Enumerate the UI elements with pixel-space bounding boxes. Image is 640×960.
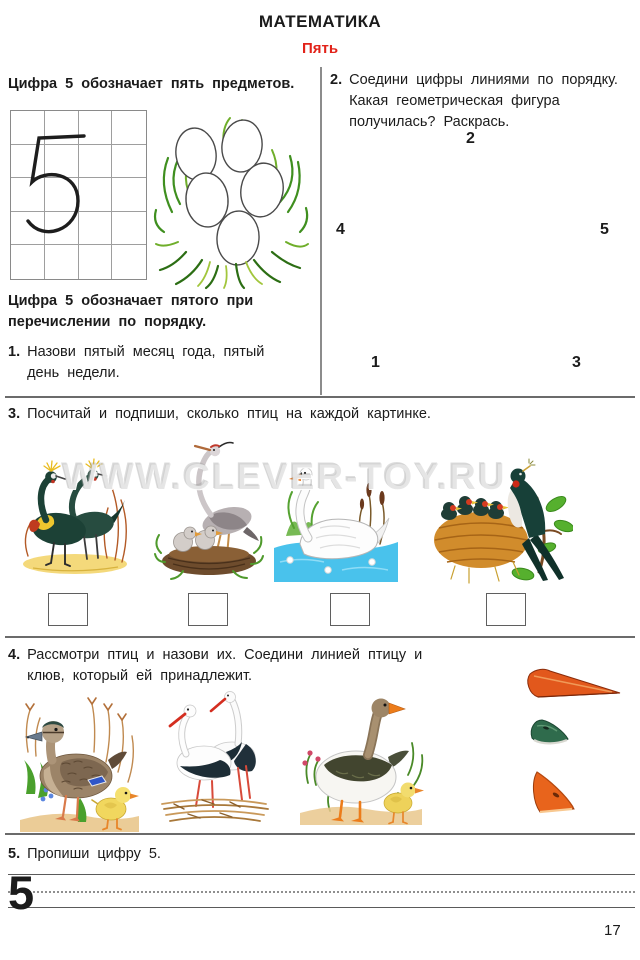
task-5-number: 5. xyxy=(8,846,21,862)
pentagon-point-5: 5 xyxy=(600,221,609,238)
writing-line-top xyxy=(8,874,635,875)
trace-sample-five: 5 xyxy=(8,866,35,919)
page-number: 17 xyxy=(604,922,621,939)
task-3-text: Посчитай и подпиши, сколько птиц на каждой картинке. xyxy=(27,406,431,422)
answer-box-4[interactable] xyxy=(486,593,526,626)
task-3-number: 3. xyxy=(8,406,21,422)
task-1-text: Назови пятый месяц года, пятый день недели. xyxy=(27,344,265,382)
goose-beak-image xyxy=(525,768,580,816)
goose-with-gosling-image xyxy=(296,679,426,829)
answer-box-2[interactable] xyxy=(188,593,228,626)
duck-with-duckling-image xyxy=(16,692,143,834)
task-1-number: 1. xyxy=(8,344,21,360)
task-2-number: 2. xyxy=(330,72,343,88)
pentagon-point-1: 1 xyxy=(371,354,380,371)
writing-line-dotted[interactable] xyxy=(8,891,635,893)
task-2-text: Соедини цифры линиями по порядку. Какая геометрическая фигура получилась? Раскрась. xyxy=(349,72,618,131)
pentagon-point-4: 4 xyxy=(336,221,345,238)
task-4-number: 4. xyxy=(8,647,21,663)
duck-beak-image xyxy=(525,713,572,750)
writing-line-bottom xyxy=(8,907,635,908)
page-subtitle: Пять xyxy=(301,40,339,57)
watermark: WWW.CLEVER-TOY.RU xyxy=(62,456,507,497)
task-1 xyxy=(8,342,293,384)
column-divider xyxy=(320,67,322,395)
pentagon-point-2: 2 xyxy=(466,130,475,147)
caption-five-objects: Цифра 5 обозначает пять предметов. xyxy=(8,76,295,92)
pentagon-point-3: 3 xyxy=(572,354,581,371)
caption-fifth-order: Цифра 5 обозначает пятого при перечислении по порядку. xyxy=(8,293,254,331)
nest-with-five-eggs-image xyxy=(150,112,312,290)
task-5 xyxy=(8,844,408,865)
task-2 xyxy=(330,70,632,133)
task-4-text: Рассмотри птиц и назови их. Соедини линией птицу и клюв, который ей принадлежит. xyxy=(27,647,423,685)
page-title: МАТЕМАТИКА xyxy=(258,12,382,31)
big-digit-five xyxy=(22,130,92,244)
section-divider-1 xyxy=(5,396,635,398)
answer-box-1[interactable] xyxy=(48,593,88,626)
storks-image xyxy=(158,682,271,827)
answer-box-3[interactable] xyxy=(330,593,370,626)
section-divider-2 xyxy=(5,636,635,638)
task-3 xyxy=(8,404,608,425)
stork-beak-image xyxy=(522,666,624,702)
task-5-text: Пропиши цифру 5. xyxy=(27,846,161,862)
section-divider-3 xyxy=(5,833,635,835)
